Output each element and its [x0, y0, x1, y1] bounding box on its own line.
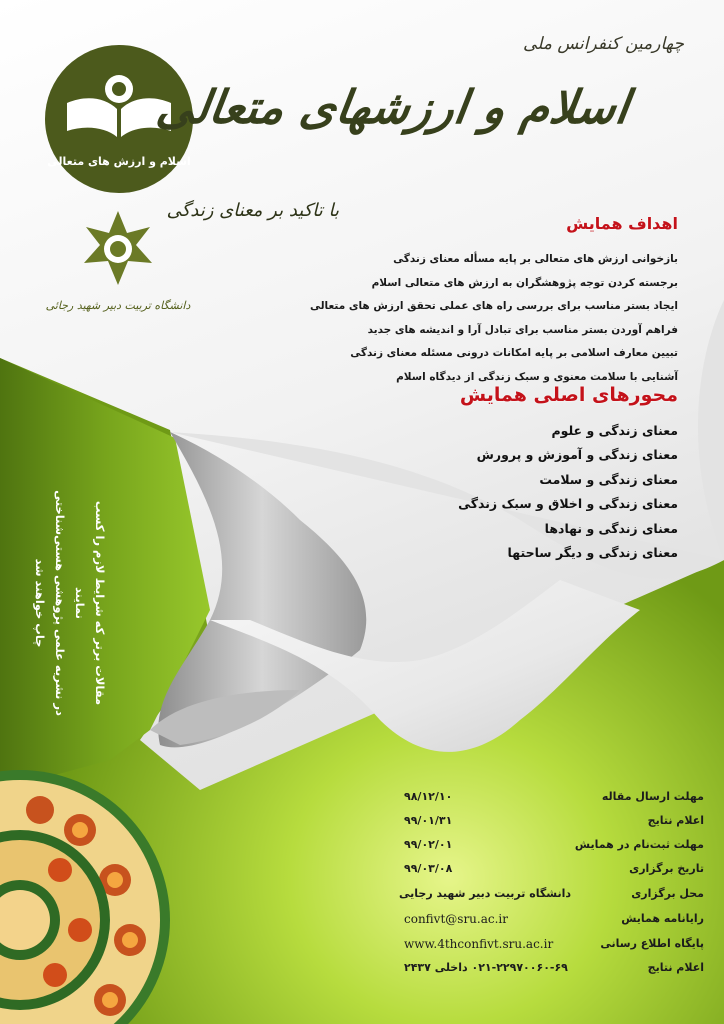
list-item: معنای زندگی و آموزش و پرورش — [476, 447, 678, 463]
info-label: اعلام نتایج — [647, 814, 704, 827]
info-row-results — [404, 814, 704, 836]
svg-text:اسلام و ارزش های متعالی: اسلام و ارزش های متعالی — [47, 155, 191, 168]
list-item: فراهم آوردن بستر مناسب برای تبادل آرا و اندیشه های جدید — [367, 323, 678, 336]
info-value: ۹۹/۰۲/۰۱ — [404, 838, 453, 851]
info-label: اعلام نتایج — [647, 961, 704, 974]
list-item: بازخوانی ارزش های متعالی بر پایه مسأله معنای زندگی — [393, 253, 678, 265]
floral-ornament — [0, 760, 200, 1024]
list-item: معنای زندگی و علوم — [551, 423, 678, 438]
conference-subtitle: با تاکید بر معنای زندگی — [166, 200, 339, 221]
svg-text:دانشگاه تربیت دبیر شهید رجائی: دانشگاه تربیت دبیر شهید رجائی — [45, 299, 191, 312]
info-label: رایانامه همایش — [621, 912, 704, 925]
info-row-event-date — [404, 862, 704, 884]
list-item: ایجاد بستر مناسب برای بررسی راه های عملی تحقق ارزش های متعالی — [309, 300, 678, 313]
info-label: محل برگزاری — [631, 887, 704, 900]
side-note — [33, 488, 110, 718]
side-note-line1: مقالات برتر که شرایط لازم را کسب نمایند — [73, 500, 107, 706]
info-label: تاریخ برگزاری — [629, 862, 704, 875]
university-logo — [45, 205, 191, 323]
side-note-line2: در نشریه علمی پژوهشی هستی‌شناختی چاپ خواهند شد — [33, 490, 67, 716]
goals-title: اهداف همایش — [566, 214, 678, 233]
list-item: آشنایی با سلامت معنوی و سبک زندگی از دیدگاه اسلام — [396, 370, 678, 383]
info-value: ۹۹/۰۱/۳۱ — [404, 814, 453, 827]
info-row-website — [404, 937, 704, 959]
list-item: معنای زندگی و اخلاق و سبک زندگی — [458, 496, 678, 512]
goals-list — [258, 248, 678, 390]
info-row-registration-deadline — [404, 838, 704, 860]
website-link[interactable]: www.4thconfivt.sru.ac.ir — [404, 937, 554, 951]
info-value: دانشگاه تربیت دبیر شهید رجایی — [399, 887, 571, 900]
info-value: ۹۸/۱۲/۱۰ — [404, 790, 453, 803]
info-row-venue — [399, 887, 704, 909]
info-value: ۹۹/۰۳/۰۸ — [404, 862, 453, 875]
axes-list — [378, 419, 678, 565]
info-row-email — [404, 912, 704, 934]
list-item: تبیین معارف اسلامی بر پایه امکانات درونی مسئله معنای زندگی — [350, 347, 678, 360]
axes-title: محورهای اصلی همایش — [459, 384, 678, 406]
list-item: برجسته کردن توجه پژوهشگران به ارزش های متعالی اسلام — [371, 276, 678, 289]
email-link[interactable]: confivt@sru.ac.ir — [404, 912, 508, 926]
conference-intro: چهارمین کنفرانس ملی — [523, 34, 684, 54]
info-value: ۰۲۱-۲۲۹۷۰۰۶۰-۶۹ داخلی ۲۴۳۷ — [404, 961, 568, 974]
page-title: اسلام و ارزشهای متعالی — [153, 80, 633, 134]
info-label: مهلت ثبت‌نام در همایش — [574, 838, 704, 851]
info-row-submission-deadline — [404, 790, 704, 812]
list-item: معنای زندگی و سلامت — [539, 471, 678, 487]
list-item: معنای زندگی و دیگر ساحتها — [507, 544, 678, 560]
info-label: پایگاه اطلاع رسانی — [600, 937, 704, 950]
info-row-phone — [404, 961, 704, 983]
list-item: معنای زندگی و نهادها — [544, 520, 678, 536]
info-label: مهلت ارسال مقاله — [601, 790, 704, 803]
